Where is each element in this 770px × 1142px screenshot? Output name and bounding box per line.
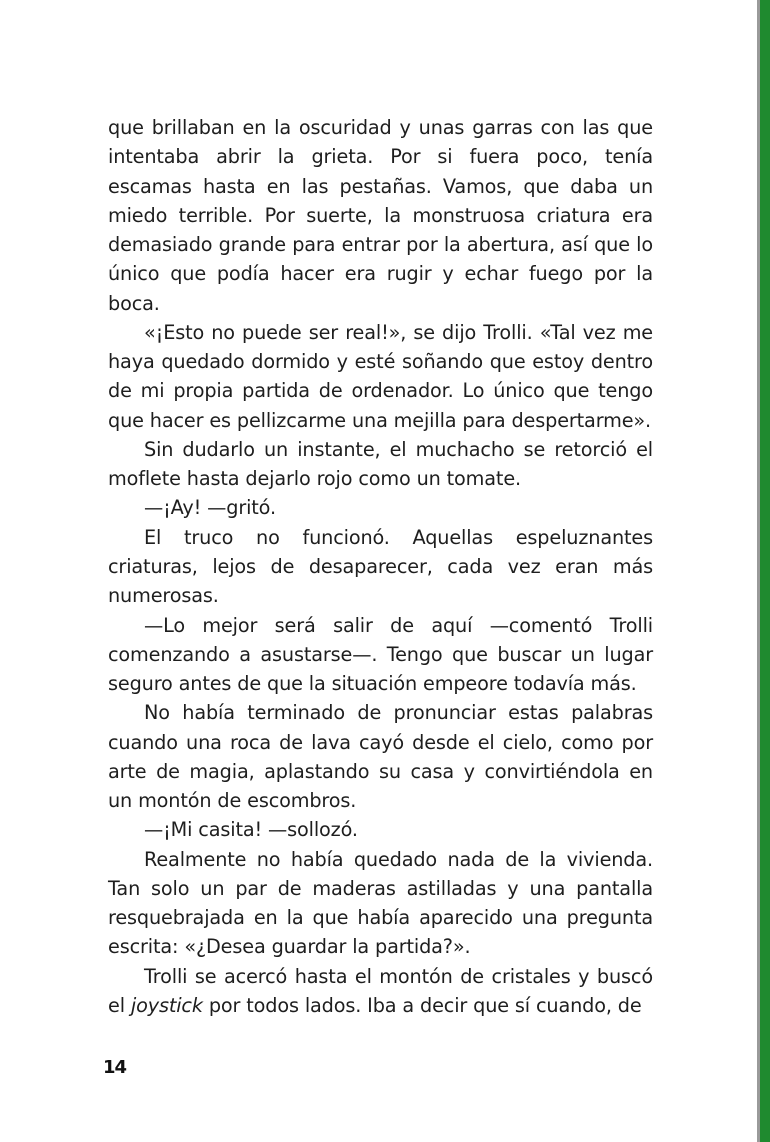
paragraph (108, 493, 653, 522)
text-run: Trolli se acercó hasta el montón de cristales y buscó el (108, 964, 653, 1017)
paragraph (108, 318, 653, 435)
text-run-italic: joystick (130, 993, 203, 1017)
text-run: —¡Ay! —gritó. (144, 496, 276, 520)
text-run: «¡Esto no puede ser real!», se dijo Trolli. «Tal vez me haya quedado dormido y esté soñando que estoy dentro de mi propia partida de ordenador. Lo único que tengo que hacer es pellizcarme una mejilla para despertarme». (108, 320, 653, 432)
paragraph (108, 113, 653, 318)
paragraph (108, 815, 653, 844)
text-run: Realmente no había quedado nada de la vivienda. Tan solo un par de maderas astilladas y una pantalla resquebrajada en la que había aparecido una pregunta escrita: «¿Desea guardar la partida?». (108, 847, 653, 959)
paragraph (108, 523, 653, 611)
page-number: 14 (103, 1057, 127, 1078)
text-run: que brillaban en la oscuridad y unas garras con las que intentaba abrir la grieta. Por si fuera poco, tenía escamas hasta en las pestañas. Vamos, que daba un miedo terrible. Por suerte, la monstruosa criatura era demasiado grande para entrar por la abertura, así que lo único que podía hacer era rugir y echar fuego por la boca. (108, 116, 653, 315)
text-run: No había terminado de pronunciar estas palabras cuando una roca de lava cayó desde el cielo, como por arte de magia, aplastando su casa y convirtiéndola en un montón de escombros. (108, 701, 653, 813)
paragraph (108, 611, 653, 699)
paragraph (108, 435, 653, 494)
text-run: —Lo mejor será salir de aquí —comentó Trolli comenzando a asustarse—. Tengo que buscar un lugar seguro antes de que la situación empeore todavía más. (108, 613, 653, 696)
paragraph (108, 962, 653, 1021)
text-run: —¡Mi casita! —sollozó. (144, 818, 358, 842)
paragraph (108, 698, 653, 815)
body-text (108, 113, 653, 1020)
paragraph (108, 845, 653, 962)
text-run: por todos lados. Iba a decir que sí cuando, de (202, 993, 642, 1017)
text-run: Sin dudarlo un instante, el muchacho se retorció el moflete hasta dejarlo rojo como un tomate. (108, 437, 653, 491)
page-edge-green (760, 0, 770, 1142)
text-run: El truco no funcionó. Aquellas espeluznantes criaturas, lejos de desaparecer, cada vez eran más numerosas. (108, 525, 653, 608)
